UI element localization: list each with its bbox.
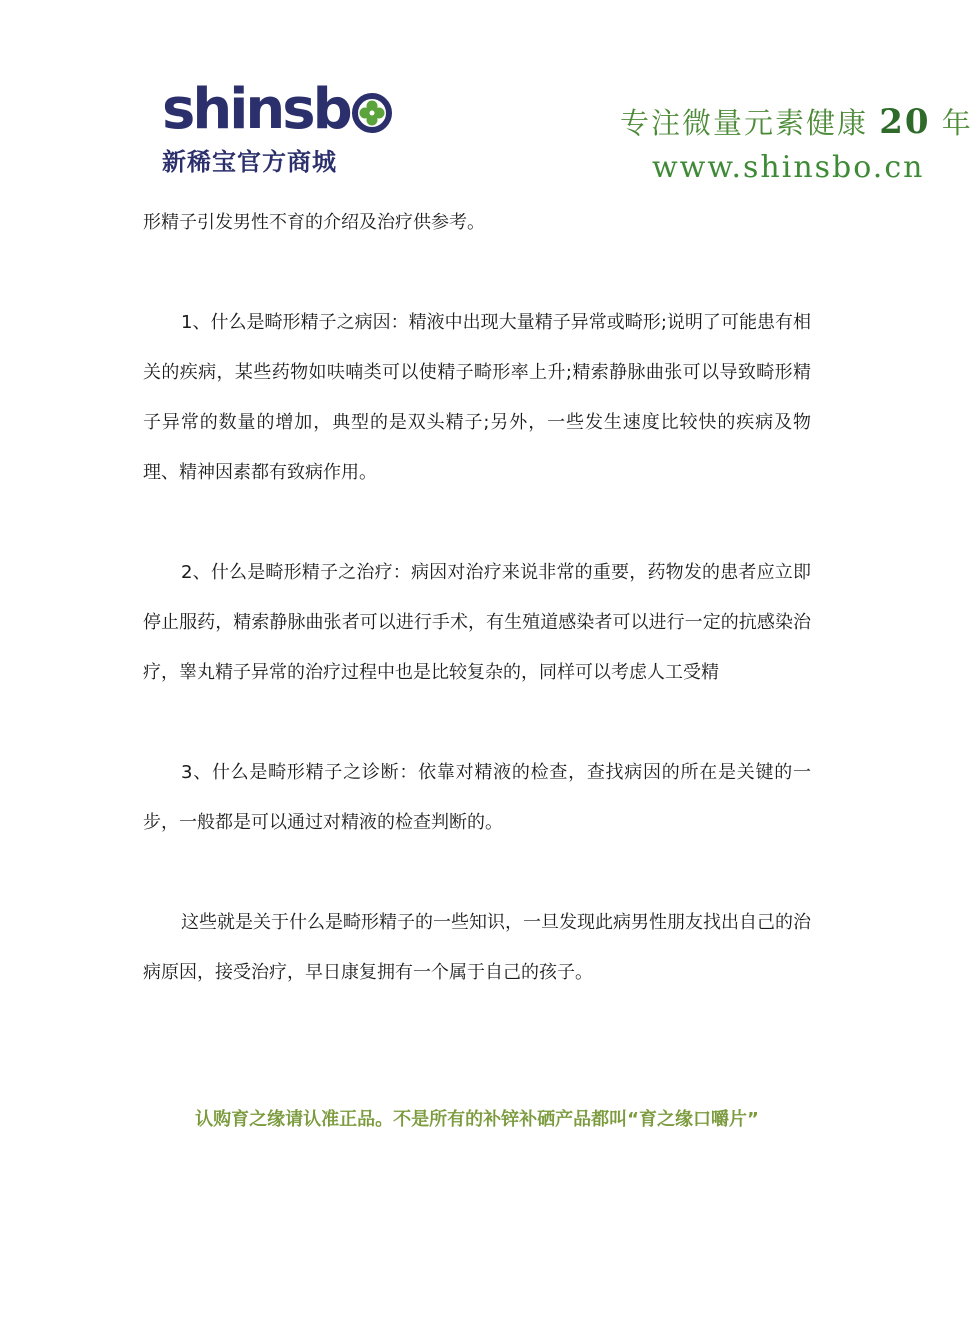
- page-header: [0, 0, 973, 200]
- shinsbo-logo[interactable]: [162, 77, 382, 177]
- intro-paragraph-tail: 形精子引发男性不育的介绍及治疗供参考。: [143, 212, 485, 233]
- logo-chinese-name: 新稀宝官方商城: [162, 148, 337, 176]
- logo-wordmark: [162, 77, 382, 142]
- diagnosis-paragraph: 3、什么是畸形精子之诊断：依靠对精液的检查，查找病因的所在是关键的一步，一般都是可以通过对精液的检查判断的。: [143, 762, 811, 833]
- slogan-prefix: 专注微量元素健康: [620, 106, 869, 140]
- paragraph-gap: [143, 698, 811, 748]
- logo-word-text: shinsb: [162, 77, 350, 142]
- website-link[interactable]: www.shinsbo.cn: [652, 150, 925, 185]
- treatment-paragraph: 2、什么是畸形精子之治疗：病因对治疗来说非常的重要，药物发的患者应立即停止服药，精索静脉曲张者可以进行手术，有生殖道感染者可以进行一定的抗感染治疗，睾丸精子异常的治疗过程中也是比较复杂的，同样可以考虑人工受精: [143, 562, 811, 683]
- authenticity-note: 认购育之缘请认准正品。不是所有的补锌补硒产品都叫“育之缘口嚼片”: [195, 1109, 759, 1130]
- paragraph-gap: [143, 498, 811, 548]
- conclusion-paragraph: 这些就是关于什么是畸形精子的一些知识，一旦发现此病男性朋友找出自己的治病原因，接受治疗，早日康复拥有一个属于自己的孩子。: [143, 912, 811, 983]
- paragraph-gap: [143, 248, 811, 298]
- slogan-suffix: 年: [941, 106, 973, 140]
- header-slogan: [620, 100, 973, 191]
- cause-paragraph: 1、什么是畸形精子之病因：精液中出现大量精子异常或畸形;说明了可能患有相关的疾病，某些药物如呋喃类可以使精子畸形率上升;精索静脉曲张可以导致畸形精子异常的数量的增加，典型的是双头精子;另外，一些发生速度比较快的疾病及物理、精神因素都有致病作用。: [143, 312, 811, 483]
- paragraph-gap: [143, 848, 811, 898]
- article-body: [143, 198, 811, 998]
- clover-icon: [352, 93, 392, 133]
- slogan-number: 20: [879, 102, 931, 142]
- slogan-line: [620, 100, 973, 145]
